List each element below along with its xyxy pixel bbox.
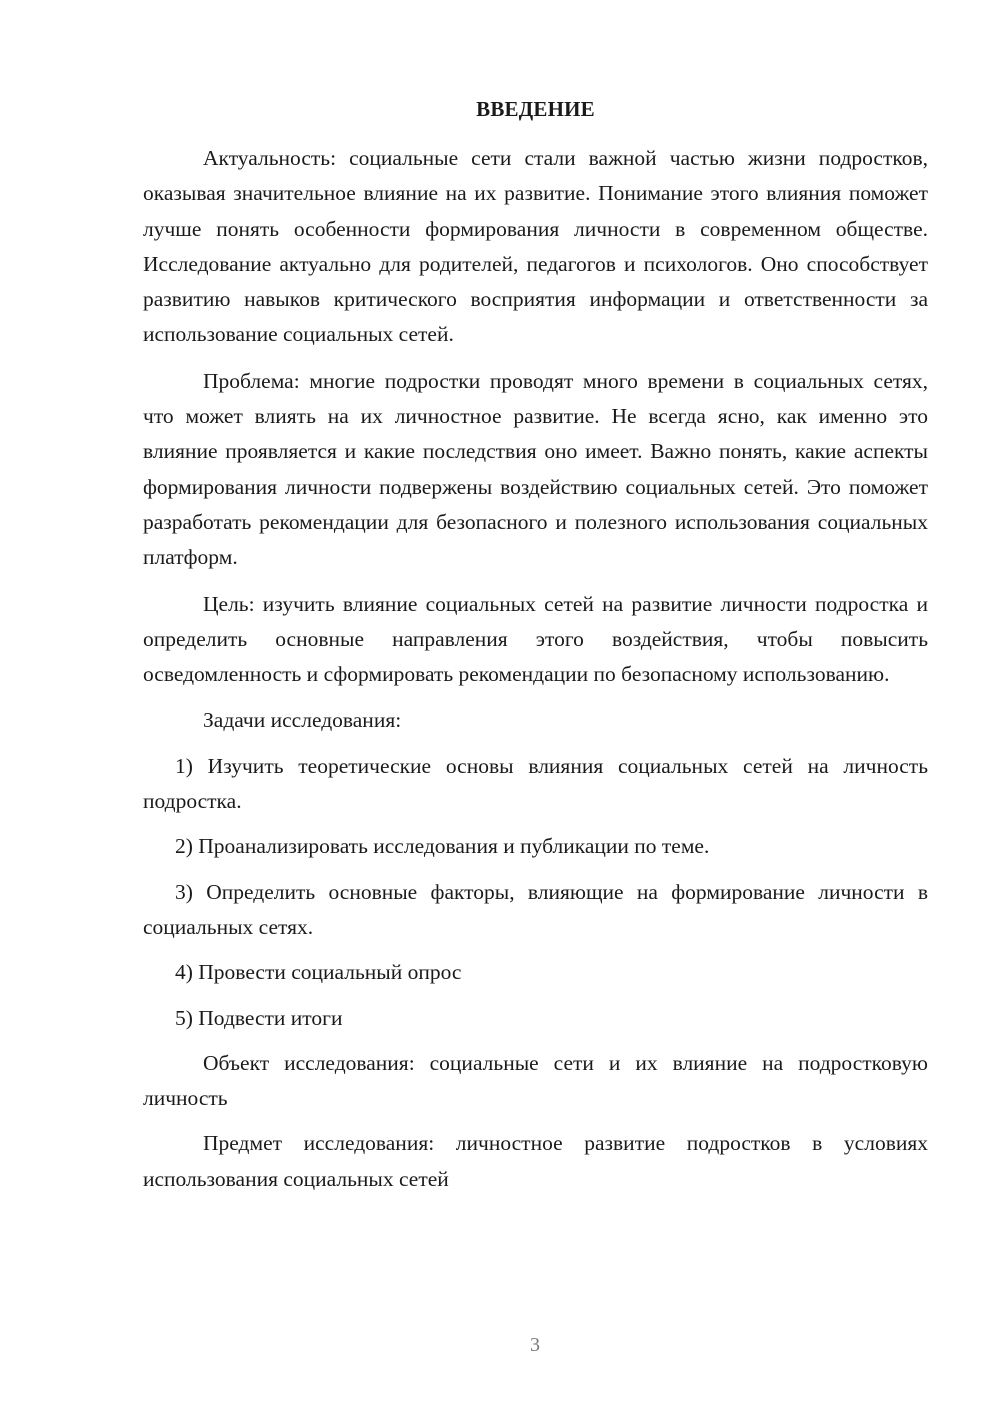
- section-heading: ВВЕДЕНИЕ: [476, 97, 595, 121]
- task-item-1: 1) Изучить теоретические основы влияния социальных сетей на личность подростка.: [143, 753, 928, 814]
- document-page: [143, 92, 928, 1197]
- page-number: 3: [530, 1334, 540, 1356]
- task-item-3: 3) Определить основные факторы, влияющие на формирование личности в социальных сетях.: [143, 879, 928, 939]
- tasks-title: Задачи исследования:: [203, 708, 402, 733]
- task-item-4: 4) Провести социальный опрос: [175, 960, 462, 985]
- subject-paragraph: Предмет исследования: личностное развитие подростков в условиях использования социальных сетей: [143, 1131, 928, 1191]
- relevance-paragraph: Актуальность: социальные сети стали важной частью жизни подростков, оказывая значительное влияние на их развитие. Понимание этого влияния поможет лучше понять особенности формирования личности в современном обществе. Исследование актуально для родителей, педагогов и психологов. Оно способствует развитию навыков критического восприятия информации и ответственности за использование социальных сетей.: [143, 146, 928, 347]
- object-paragraph: Объект исследования: социальные сети и их влияние на подростковую личность: [143, 1050, 928, 1111]
- goal-paragraph: Цель: изучить влияние социальных сетей на развитие личности подростка и определить основные направления этого воздействия, чтобы повысить осведомленность и сформировать рекомендации по безопасному использованию.: [143, 591, 928, 687]
- task-item-5: 5) Подвести итоги: [175, 1005, 343, 1030]
- problem-paragraph: Проблема: многие подростки проводят много времени в социальных сетях, что может влиять на их личностное развитие. Не всегда ясно, как именно это влияние проявляется и какие последствия оно имеет. Важно понять, какие аспекты формирования личности подвержены воздействию социальных сетей. Это поможет разработать рекомендации для безопасного и полезного использования социальных платформ.: [143, 368, 928, 570]
- task-item-2: 2) Проанализировать исследования и публикации по теме.: [175, 834, 710, 859]
